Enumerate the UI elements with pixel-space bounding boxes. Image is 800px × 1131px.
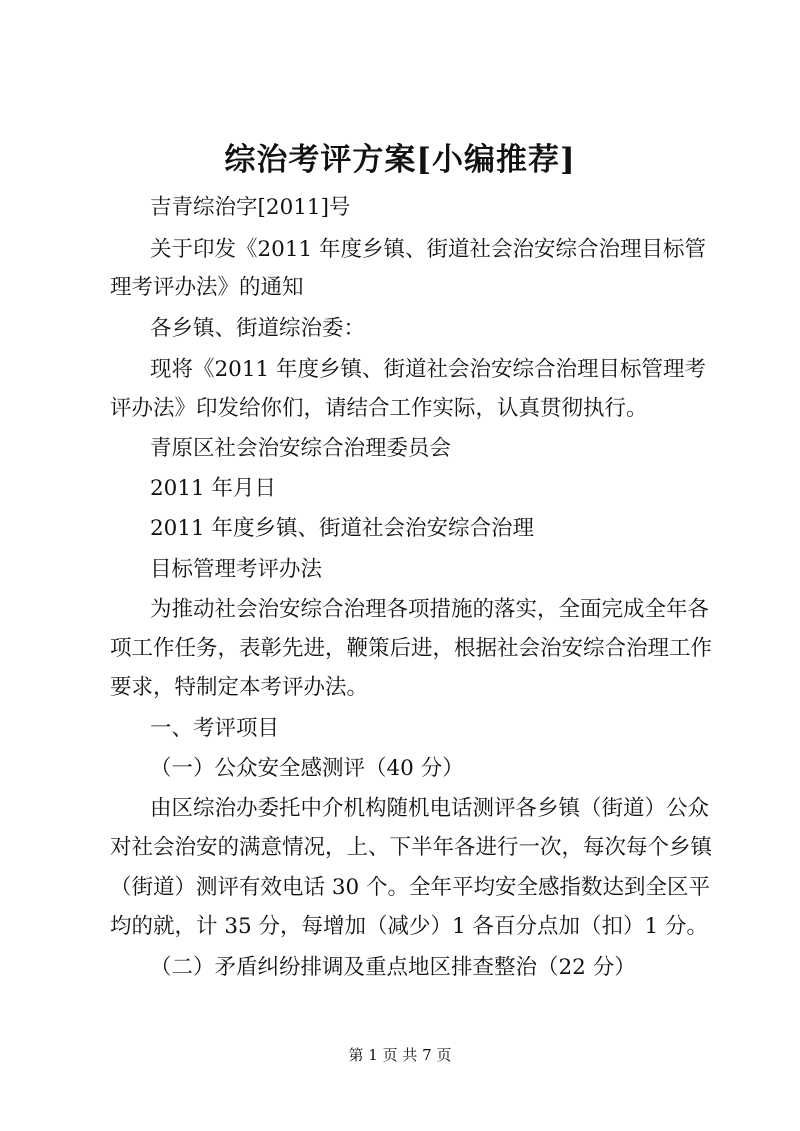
issuer: 青原区社会治安综合治理委员会 [150,436,452,461]
subtitle-line-2: 目标管理考评办法 [150,557,323,582]
item-heading-2: （二）矛盾纠纷排调及重点地区排查整治（22 分） [150,955,636,980]
item-1-body-line-2: 对社会治安的满意情况，上、下半年各进行一次，每次每个乡镇 [110,835,713,860]
issue-date: 2011 年月日 [150,476,277,501]
addressee: 各乡镇、街道综治委： [150,316,366,341]
subtitle-line-1: 2011 年度乡镇、街道社会治安综合治理 [150,516,535,541]
body-paragraph-1-line-2: 评办法》印发给你们，请结合工作实际，认真贯彻执行。 [110,396,648,421]
body-paragraph-1-line-1: 现将《2011 年度乡镇、街道社会治安综合治理目标管理考 [150,357,707,382]
item-1-body-line-4: 均的就，计 35 分，每增加（减少）1 各百分点加（扣）1 分。 [110,914,709,939]
item-heading-1: （一）公众安全感测评（40 分） [150,756,464,781]
section-heading-1: 一、考评项目 [150,716,280,741]
document-title: 综治考评方案[小编推荐] [224,142,576,178]
intro-line-2: 项工作任务，表彰先进，鞭策后进，根据社会治安综合治理工作 [110,636,713,661]
item-1-body-line-3: （街道）测评有效电话 30 个。全年平均安全感指数达到全区平 [110,875,711,900]
intro-line-1: 为推动社会治安综合治理各项措施的落实，全面完成全年各 [150,597,710,622]
page-number-footer: 第 1 页 共 7 页 [348,1046,452,1064]
notice-title-line-2: 理考评办法》的通知 [110,275,304,300]
intro-line-3: 要求，特制定本考评办法。 [110,675,369,700]
item-1-body-line-1: 由区综治办委托中介机构随机电话测评各乡镇（街道）公众 [150,796,710,821]
doc-number: 吉青综治字[2011]号 [150,195,351,220]
notice-title-line-1: 关于印发《2011 年度乡镇、街道社会治安综合治理目标管 [150,237,707,262]
